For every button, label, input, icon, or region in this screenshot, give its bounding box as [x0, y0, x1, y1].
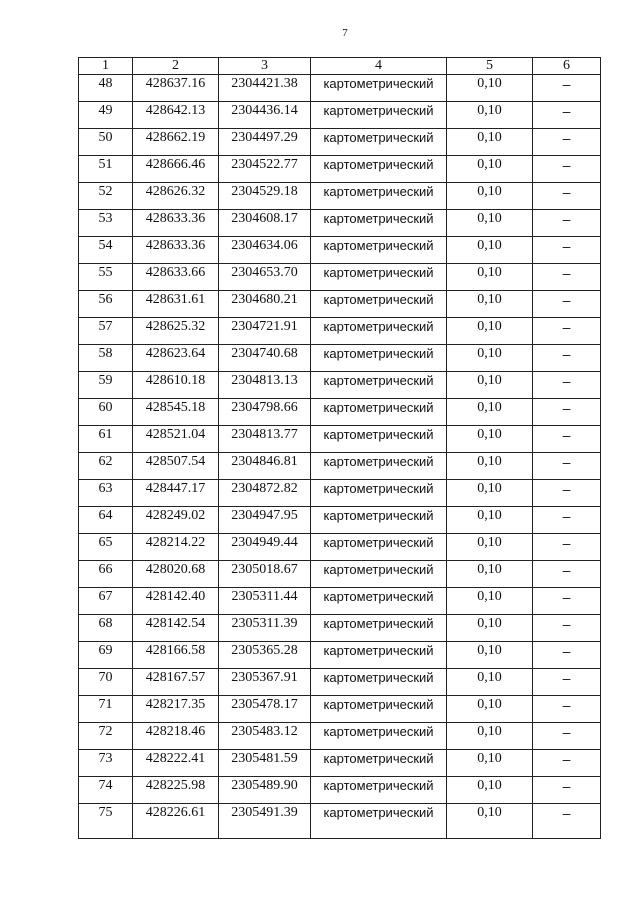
point-number-cell: 57: [79, 318, 133, 345]
y-coordinate-cell: 2305018.67: [219, 561, 311, 588]
accuracy-cell: 0,10: [447, 345, 533, 372]
method-cell: картометрический: [311, 75, 447, 102]
y-coordinate-cell: 2305481.59: [219, 750, 311, 777]
y-coordinate-cell: 2304846.81: [219, 453, 311, 480]
y-coordinate-cell: 2305365.28: [219, 642, 311, 669]
x-coordinate-cell: 428625.32: [133, 318, 219, 345]
y-coordinate-cell: 2304421.38: [219, 75, 311, 102]
point-number-cell: 54: [79, 237, 133, 264]
x-coordinate-cell: 428626.32: [133, 183, 219, 210]
x-coordinate-cell: 428545.18: [133, 399, 219, 426]
y-coordinate-cell: 2304634.06: [219, 237, 311, 264]
method-cell: картометрический: [311, 507, 447, 534]
accuracy-cell: 0,10: [447, 750, 533, 777]
y-coordinate-cell: 2304949.44: [219, 534, 311, 561]
y-coordinate-cell: 2304947.95: [219, 507, 311, 534]
point-number-cell: 75: [79, 804, 133, 839]
method-cell: картометрический: [311, 372, 447, 399]
table-row: [79, 642, 601, 669]
y-coordinate-cell: 2304721.91: [219, 318, 311, 345]
point-number-cell: 51: [79, 156, 133, 183]
table-body: [79, 75, 601, 839]
description-cell: –: [533, 561, 601, 588]
description-cell: –: [533, 210, 601, 237]
x-coordinate-cell: 428222.41: [133, 750, 219, 777]
point-number-cell: 62: [79, 453, 133, 480]
y-coordinate-cell: 2304740.68: [219, 345, 311, 372]
page-number: 7: [342, 27, 348, 39]
table-row: [79, 264, 601, 291]
point-number-cell: 56: [79, 291, 133, 318]
x-coordinate-cell: 428225.98: [133, 777, 219, 804]
point-number-cell: 70: [79, 669, 133, 696]
x-coordinate-cell: 428249.02: [133, 507, 219, 534]
method-cell: картометрический: [311, 750, 447, 777]
description-cell: –: [533, 264, 601, 291]
description-cell: –: [533, 723, 601, 750]
method-cell: картометрический: [311, 399, 447, 426]
accuracy-cell: 0,10: [447, 210, 533, 237]
table-row: [79, 507, 601, 534]
accuracy-cell: 0,10: [447, 264, 533, 291]
accuracy-cell: 0,10: [447, 318, 533, 345]
point-number-cell: 73: [79, 750, 133, 777]
point-number-cell: 65: [79, 534, 133, 561]
coordinates-table: [78, 57, 601, 839]
column-header-4: 4: [311, 58, 447, 75]
y-coordinate-cell: 2305491.39: [219, 804, 311, 839]
column-header-1: 1: [79, 58, 133, 75]
description-cell: –: [533, 696, 601, 723]
y-coordinate-cell: 2304608.17: [219, 210, 311, 237]
table-row: [79, 561, 601, 588]
point-number-cell: 67: [79, 588, 133, 615]
point-number-cell: 69: [79, 642, 133, 669]
description-cell: –: [533, 615, 601, 642]
accuracy-cell: 0,10: [447, 507, 533, 534]
x-coordinate-cell: 428633.36: [133, 210, 219, 237]
description-cell: –: [533, 453, 601, 480]
table-row: [79, 75, 601, 102]
accuracy-cell: 0,10: [447, 480, 533, 507]
x-coordinate-cell: 428214.22: [133, 534, 219, 561]
y-coordinate-cell: 2304497.29: [219, 129, 311, 156]
point-number-cell: 52: [79, 183, 133, 210]
table-row: [79, 237, 601, 264]
point-number-cell: 68: [79, 615, 133, 642]
point-number-cell: 63: [79, 480, 133, 507]
x-coordinate-cell: 428633.66: [133, 264, 219, 291]
x-coordinate-cell: 428666.46: [133, 156, 219, 183]
column-header-6: 6: [533, 58, 601, 75]
method-cell: картометрический: [311, 102, 447, 129]
point-number-cell: 59: [79, 372, 133, 399]
accuracy-cell: 0,10: [447, 102, 533, 129]
method-cell: картометрический: [311, 777, 447, 804]
y-coordinate-cell: 2304813.13: [219, 372, 311, 399]
method-cell: картометрический: [311, 642, 447, 669]
accuracy-cell: 0,10: [447, 642, 533, 669]
description-cell: –: [533, 156, 601, 183]
x-coordinate-cell: 428623.64: [133, 345, 219, 372]
table-row: [79, 534, 601, 561]
x-coordinate-cell: 428637.16: [133, 75, 219, 102]
y-coordinate-cell: 2305311.44: [219, 588, 311, 615]
description-cell: –: [533, 399, 601, 426]
description-cell: –: [533, 183, 601, 210]
y-coordinate-cell: 2304529.18: [219, 183, 311, 210]
accuracy-cell: 0,10: [447, 777, 533, 804]
accuracy-cell: 0,10: [447, 183, 533, 210]
table-row: [79, 480, 601, 507]
description-cell: –: [533, 750, 601, 777]
description-cell: –: [533, 426, 601, 453]
header-row: [79, 58, 601, 75]
column-header-2: 2: [133, 58, 219, 75]
point-number-cell: 50: [79, 129, 133, 156]
accuracy-cell: 0,10: [447, 237, 533, 264]
accuracy-cell: 0,10: [447, 291, 533, 318]
description-cell: –: [533, 318, 601, 345]
accuracy-cell: 0,10: [447, 804, 533, 839]
x-coordinate-cell: 428167.57: [133, 669, 219, 696]
y-coordinate-cell: 2305478.17: [219, 696, 311, 723]
accuracy-cell: 0,10: [447, 588, 533, 615]
point-number-cell: 60: [79, 399, 133, 426]
point-number-cell: 49: [79, 102, 133, 129]
table-row: [79, 453, 601, 480]
description-cell: –: [533, 507, 601, 534]
point-number-cell: 64: [79, 507, 133, 534]
method-cell: картометрический: [311, 291, 447, 318]
point-number-cell: 72: [79, 723, 133, 750]
description-cell: –: [533, 534, 601, 561]
method-cell: картометрический: [311, 804, 447, 839]
accuracy-cell: 0,10: [447, 453, 533, 480]
x-coordinate-cell: 428166.58: [133, 642, 219, 669]
table-row: [79, 318, 601, 345]
x-coordinate-cell: 428633.36: [133, 237, 219, 264]
description-cell: –: [533, 75, 601, 102]
table-row: [79, 399, 601, 426]
method-cell: картометрический: [311, 237, 447, 264]
table-row: [79, 183, 601, 210]
method-cell: картометрический: [311, 210, 447, 237]
table-row: [79, 777, 601, 804]
y-coordinate-cell: 2304872.82: [219, 480, 311, 507]
y-coordinate-cell: 2305483.12: [219, 723, 311, 750]
method-cell: картометрический: [311, 480, 447, 507]
column-header-3: 3: [219, 58, 311, 75]
table-header: [79, 58, 601, 75]
description-cell: –: [533, 804, 601, 839]
x-coordinate-cell: 428642.13: [133, 102, 219, 129]
y-coordinate-cell: 2305489.90: [219, 777, 311, 804]
accuracy-cell: 0,10: [447, 399, 533, 426]
method-cell: картометрический: [311, 723, 447, 750]
x-coordinate-cell: 428447.17: [133, 480, 219, 507]
x-coordinate-cell: 428521.04: [133, 426, 219, 453]
table-row: [79, 210, 601, 237]
method-cell: картометрический: [311, 669, 447, 696]
point-number-cell: 48: [79, 75, 133, 102]
point-number-cell: 58: [79, 345, 133, 372]
accuracy-cell: 0,10: [447, 75, 533, 102]
point-number-cell: 53: [79, 210, 133, 237]
x-coordinate-cell: 428142.40: [133, 588, 219, 615]
y-coordinate-cell: 2304813.77: [219, 426, 311, 453]
method-cell: картометрический: [311, 318, 447, 345]
x-coordinate-cell: 428020.68: [133, 561, 219, 588]
accuracy-cell: 0,10: [447, 669, 533, 696]
table-row: [79, 102, 601, 129]
point-number-cell: 74: [79, 777, 133, 804]
accuracy-cell: 0,10: [447, 615, 533, 642]
y-coordinate-cell: 2304680.21: [219, 291, 311, 318]
method-cell: картометрический: [311, 615, 447, 642]
x-coordinate-cell: 428610.18: [133, 372, 219, 399]
y-coordinate-cell: 2304798.66: [219, 399, 311, 426]
x-coordinate-cell: 428662.19: [133, 129, 219, 156]
table-row: [79, 156, 601, 183]
y-coordinate-cell: 2305311.39: [219, 615, 311, 642]
table-row: [79, 696, 601, 723]
table-row: [79, 372, 601, 399]
method-cell: картометрический: [311, 264, 447, 291]
point-number-cell: 71: [79, 696, 133, 723]
method-cell: картометрический: [311, 561, 447, 588]
x-coordinate-cell: 428217.35: [133, 696, 219, 723]
description-cell: –: [533, 129, 601, 156]
x-coordinate-cell: 428507.54: [133, 453, 219, 480]
accuracy-cell: 0,10: [447, 723, 533, 750]
x-coordinate-cell: 428631.61: [133, 291, 219, 318]
table-row: [79, 426, 601, 453]
description-cell: –: [533, 291, 601, 318]
description-cell: –: [533, 480, 601, 507]
table-row: [79, 345, 601, 372]
method-cell: картометрический: [311, 588, 447, 615]
method-cell: картометрический: [311, 183, 447, 210]
table-row: [79, 588, 601, 615]
accuracy-cell: 0,10: [447, 534, 533, 561]
y-coordinate-cell: 2305367.91: [219, 669, 311, 696]
description-cell: –: [533, 237, 601, 264]
accuracy-cell: 0,10: [447, 561, 533, 588]
column-header-5: 5: [447, 58, 533, 75]
accuracy-cell: 0,10: [447, 156, 533, 183]
description-cell: –: [533, 102, 601, 129]
point-number-cell: 61: [79, 426, 133, 453]
method-cell: картометрический: [311, 345, 447, 372]
table-row: [79, 669, 601, 696]
accuracy-cell: 0,10: [447, 129, 533, 156]
method-cell: картометрический: [311, 129, 447, 156]
y-coordinate-cell: 2304522.77: [219, 156, 311, 183]
x-coordinate-cell: 428218.46: [133, 723, 219, 750]
description-cell: –: [533, 642, 601, 669]
method-cell: картометрический: [311, 453, 447, 480]
method-cell: картометрический: [311, 156, 447, 183]
table-row: [79, 615, 601, 642]
description-cell: –: [533, 777, 601, 804]
description-cell: –: [533, 588, 601, 615]
accuracy-cell: 0,10: [447, 426, 533, 453]
y-coordinate-cell: 2304436.14: [219, 102, 311, 129]
method-cell: картометрический: [311, 534, 447, 561]
table-row: [79, 129, 601, 156]
x-coordinate-cell: 428142.54: [133, 615, 219, 642]
description-cell: –: [533, 345, 601, 372]
table-row: [79, 723, 601, 750]
method-cell: картометрический: [311, 696, 447, 723]
table-row: [79, 291, 601, 318]
accuracy-cell: 0,10: [447, 696, 533, 723]
table-row: [79, 750, 601, 777]
description-cell: –: [533, 669, 601, 696]
description-cell: –: [533, 372, 601, 399]
method-cell: картометрический: [311, 426, 447, 453]
point-number-cell: 55: [79, 264, 133, 291]
y-coordinate-cell: 2304653.70: [219, 264, 311, 291]
x-coordinate-cell: 428226.61: [133, 804, 219, 839]
accuracy-cell: 0,10: [447, 372, 533, 399]
point-number-cell: 66: [79, 561, 133, 588]
table-row: [79, 804, 601, 839]
